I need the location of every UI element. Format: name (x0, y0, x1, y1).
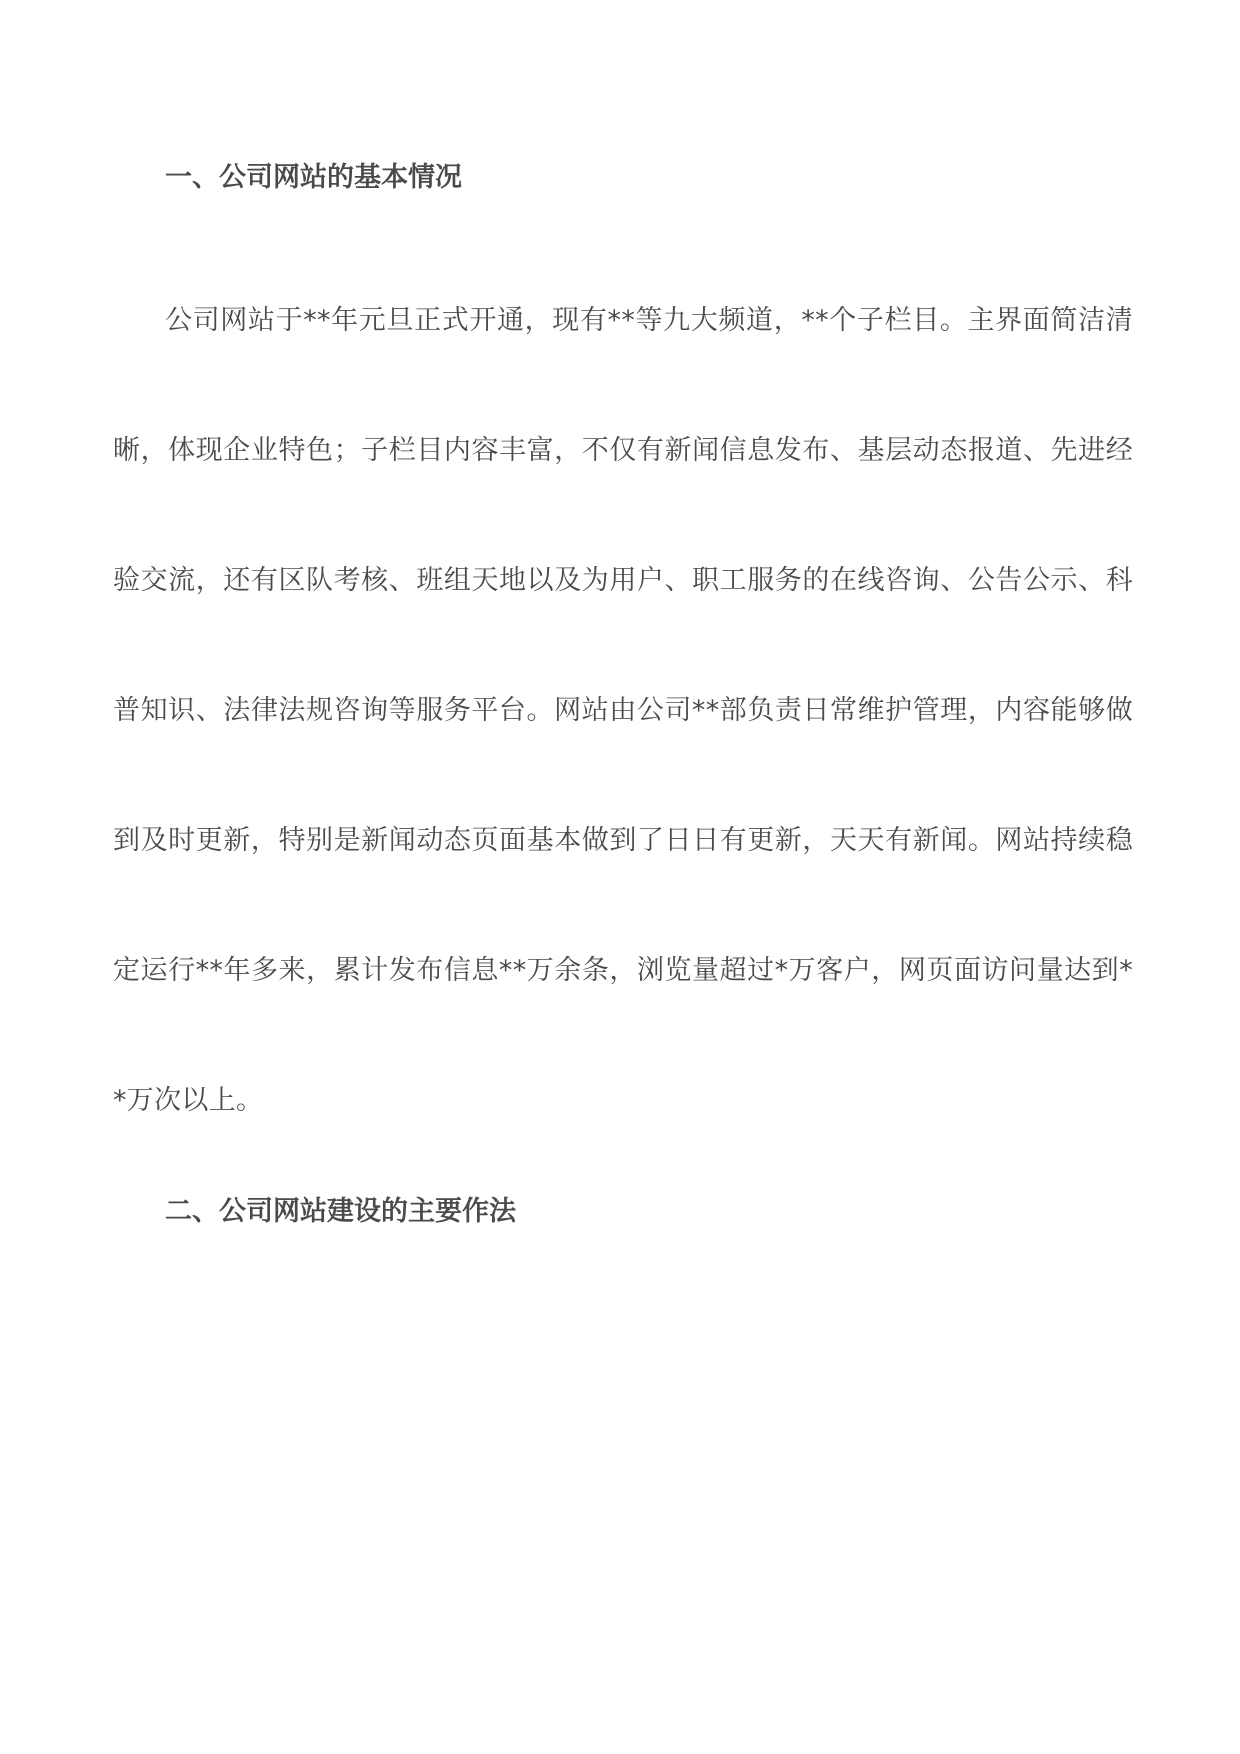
document-body (113, 160, 1133, 1230)
section-1-paragraph: 公司网站于**年元旦正式开通，现有**等九大频道，**个子栏目。主界面简洁清晰，体现企业特色；子栏目内容丰富，不仅有新闻信息发布、基层动态报道、先进经验交流，还有区队考核、班组天地以及为用户、职工服务的在线咨询、公告公示、科普知识、法律法规咨询等服务平台。网站由公司**部负责日常维护管理，内容能够做到及时更新，特别是新闻动态页面基本做到了日日有更新，天天有新闻。网站持续稳定运行**年多来，累计发布信息**万余条，浏览量超过*万客户，网页面访问量达到**万次以上。 (113, 305, 1133, 1116)
section-1-heading: 一、公司网站的基本情况 (165, 162, 462, 193)
section-2-heading: 二、公司网站建设的主要作法 (165, 1196, 516, 1227)
